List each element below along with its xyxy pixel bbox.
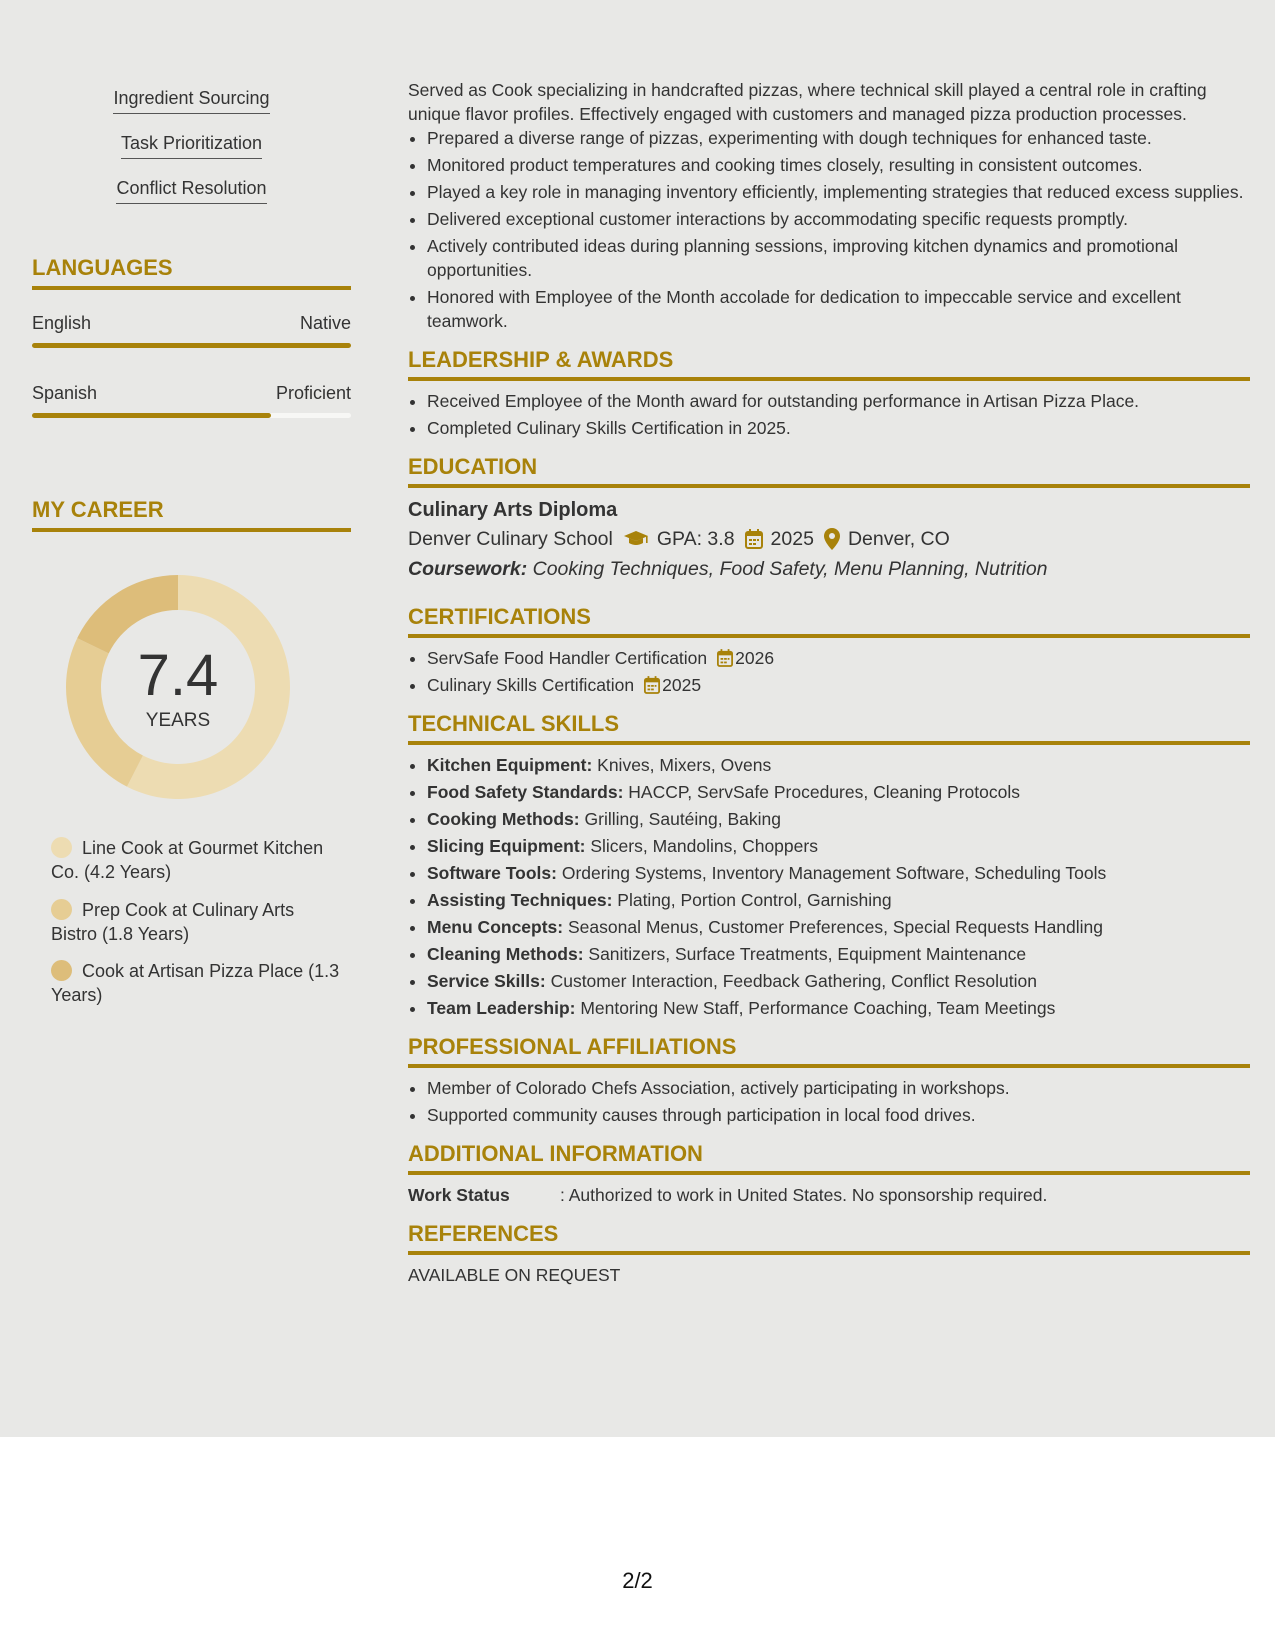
career-total-value: 7.4 bbox=[137, 643, 219, 708]
list-item: • ServSafe Food Handler Certification 2026 bbox=[427, 646, 1250, 670]
language-name: English bbox=[32, 313, 92, 333]
skill-tag: Ingredient Sourcing bbox=[32, 88, 351, 114]
languages-heading: LANGUAGES bbox=[32, 255, 351, 290]
page-number: 2/2 bbox=[622, 1568, 653, 1593]
language-bar-fill bbox=[32, 343, 351, 348]
career-total-unit: YEARS bbox=[145, 710, 211, 731]
school-location: Denver, CO bbox=[847, 528, 950, 550]
graduation-cap-icon bbox=[623, 530, 649, 548]
education-details bbox=[408, 524, 1250, 554]
calendar-icon bbox=[717, 649, 733, 667]
list-item: • Played a key role in managing inventory efficiently, implementing strategies that reduced excess supplies. bbox=[427, 180, 1250, 204]
degree-title: Culinary Arts Diploma bbox=[408, 499, 618, 521]
certifications-list bbox=[408, 646, 1250, 697]
list-item: • Honored with Employee of the Month accolade for dedication to impeccable service and excellent teamwork. bbox=[427, 285, 1250, 333]
language-bar-fill bbox=[32, 413, 271, 418]
graduation-year: 2025 bbox=[770, 528, 814, 550]
list-item: • Received Employee of the Month award for outstanding performance in Artisan Pizza Place. bbox=[427, 389, 1250, 413]
leadership-heading: LEADERSHIP & AWARDS bbox=[408, 347, 1250, 381]
affiliations-list bbox=[408, 1076, 1250, 1127]
list-item: • Cooking Methods: Grilling, Sautéing, Baking bbox=[427, 807, 1250, 831]
list-item: • Menu Concepts: Seasonal Menus, Customer Preferences, Special Requests Handling bbox=[427, 915, 1250, 939]
career-legend-item: Line Cook at Gourmet Kitchen Co. (4.2 Years) bbox=[51, 838, 324, 882]
language-row bbox=[32, 313, 351, 334]
gpa: GPA: 3.8 bbox=[656, 528, 735, 550]
certifications-heading: CERTIFICATIONS bbox=[408, 604, 1250, 638]
affiliations-heading: PROFESSIONAL AFFILIATIONS bbox=[408, 1034, 1250, 1068]
skill-tag: Task Prioritization bbox=[32, 133, 351, 159]
language-level: Native bbox=[299, 313, 351, 333]
legend-dot bbox=[51, 899, 72, 920]
career-legend-item: Prep Cook at Culinary Arts Bistro (1.8 Years) bbox=[51, 900, 295, 944]
education-heading: EDUCATION bbox=[408, 454, 1250, 488]
legend-dot bbox=[51, 837, 72, 858]
coursework bbox=[408, 554, 1250, 584]
references-heading: REFERENCES bbox=[408, 1221, 1250, 1255]
language-bar bbox=[32, 413, 351, 418]
additional-info-heading: ADDITIONAL INFORMATION bbox=[408, 1141, 1250, 1175]
list-item: • Food Safety Standards: HACCP, ServSafe Procedures, Cleaning Protocols bbox=[427, 780, 1250, 804]
list-item: • Member of Colorado Chefs Association, actively participating in workshops. bbox=[427, 1076, 1250, 1100]
legend-dot bbox=[51, 960, 72, 981]
right-column bbox=[408, 78, 1250, 1287]
technical-skills-heading: TECHNICAL SKILLS bbox=[408, 711, 1250, 745]
work-status-value: : Authorized to work in United States. No sponsorship required. bbox=[560, 1185, 1048, 1205]
list-item: • Actively contributed ideas during planning sessions, improving kitchen dynamics and promotional opportunities. bbox=[427, 234, 1250, 282]
coursework-list: Cooking Techniques, Food Safety, Menu Planning, Nutrition bbox=[532, 558, 1048, 580]
language-name: Spanish bbox=[32, 383, 98, 403]
career-heading: MY CAREER bbox=[32, 497, 351, 532]
leadership-list bbox=[408, 389, 1250, 440]
skill-tag: Conflict Resolution bbox=[32, 178, 351, 204]
list-item: • Monitored product temperatures and cooking times closely, resulting in consistent outcomes. bbox=[427, 153, 1250, 177]
list-item: • Slicing Equipment: Slicers, Mandolins, Choppers bbox=[427, 834, 1250, 858]
list-item: • Culinary Skills Certification 2025 bbox=[427, 673, 1250, 697]
list-item: • Kitchen Equipment: Knives, Mixers, Ovens bbox=[427, 753, 1250, 777]
language-level: Proficient bbox=[275, 383, 351, 403]
list-item: • Team Leadership: Mentoring New Staff, Performance Coaching, Team Meetings bbox=[427, 996, 1250, 1020]
technical-skills-list bbox=[408, 753, 1250, 1020]
work-status-label: Work Status bbox=[408, 1185, 510, 1205]
calendar-icon bbox=[745, 529, 763, 549]
list-item: • Service Skills: Customer Interaction, Feedback Gathering, Conflict Resolution bbox=[427, 969, 1250, 993]
career-legend-item: Cook at Artisan Pizza Place (1.3 Years) bbox=[51, 961, 340, 1005]
experience-summary: Served as Cook specializing in handcrafted pizzas, where technical skill played a central role in crafting unique flavor profiles. Effectively engaged with customers and managed pizza production processes. bbox=[408, 80, 1207, 124]
list-item: • Delivered exceptional customer interactions by accommodating specific requests promptly. bbox=[427, 207, 1250, 231]
work-status-row bbox=[408, 1183, 1250, 1207]
list-item: • Software Tools: Ordering Systems, Inventory Management Software, Scheduling Tools bbox=[427, 861, 1250, 885]
language-row bbox=[32, 383, 351, 404]
list-item: • Completed Culinary Skills Certification in 2025. bbox=[427, 416, 1250, 440]
career-donut-chart bbox=[66, 575, 290, 799]
list-item: • Supported community causes through participation in local food drives. bbox=[427, 1103, 1250, 1127]
list-item: • Prepared a diverse range of pizzas, experimenting with dough techniques for enhanced taste. bbox=[427, 126, 1250, 150]
coursework-label: Coursework: bbox=[408, 558, 528, 580]
cert-year: 2025 bbox=[662, 675, 702, 695]
list-item: • Cleaning Methods: Sanitizers, Surface Treatments, Equipment Maintenance bbox=[427, 942, 1250, 966]
cert-year: 2026 bbox=[735, 648, 775, 668]
calendar-icon bbox=[644, 676, 660, 694]
references-text: AVAILABLE ON REQUEST bbox=[408, 1265, 621, 1285]
school-name: Denver Culinary School bbox=[408, 528, 613, 550]
donut-slice bbox=[77, 575, 178, 653]
experience-bullets bbox=[408, 126, 1250, 333]
location-pin-icon bbox=[824, 528, 840, 550]
language-bar bbox=[32, 343, 351, 348]
list-item: • Assisting Techniques: Plating, Portion Control, Garnishing bbox=[427, 888, 1250, 912]
